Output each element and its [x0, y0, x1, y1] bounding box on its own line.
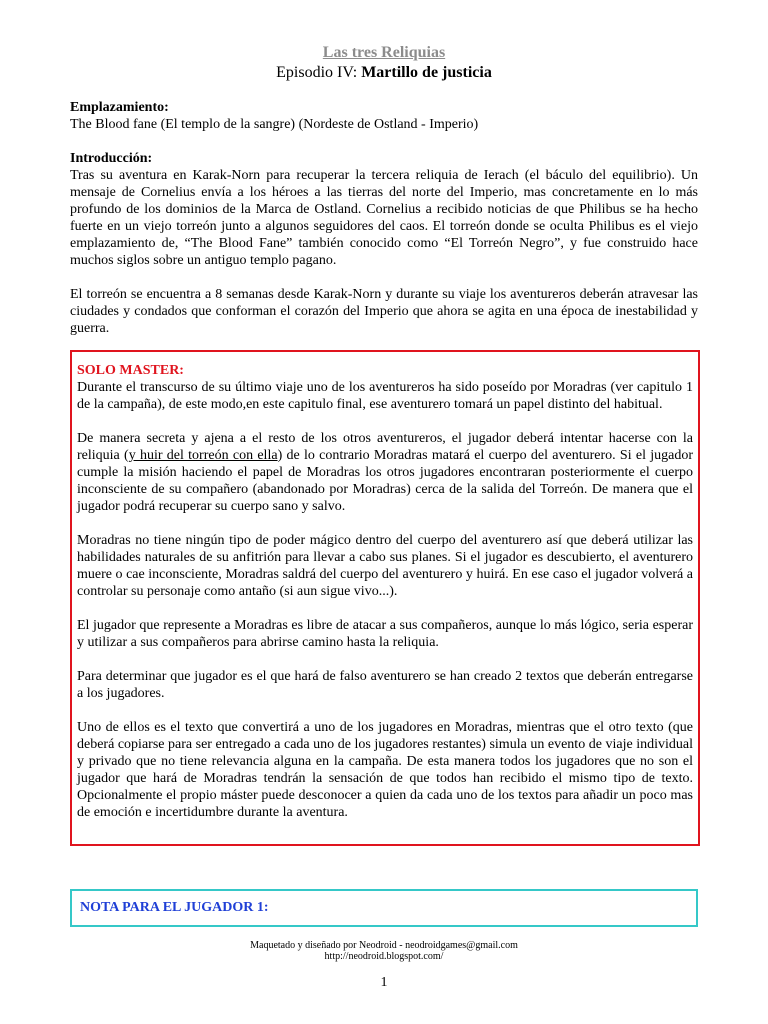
location-section [70, 99, 698, 133]
episode-prefix: Episodio IV: [276, 64, 362, 81]
location-text: The Blood fane (El templo de la sangre) (Nordeste de Ostland - Imperio) [70, 117, 479, 132]
page-number: 1 [380, 975, 388, 990]
master-paragraph: Durante el transcurso de su último viaje uno de los aventureros ha sido poseído por Moradras (ver capitulo 1 de la campaña), de este modo,en este capitulo final, ese aventurero tomará un papel distinto del habitual. [77, 380, 693, 412]
master-p2-underlined: y huir del torreón con ella [128, 448, 278, 463]
master-only-box [70, 350, 700, 846]
location-heading: Emplazamiento: [70, 100, 169, 115]
player-note-title: NOTA PARA EL JUGADOR 1: [80, 900, 269, 915]
master-paragraph: Moradras no tiene ningún tipo de poder mágico dentro del cuerpo del aventurero así que deberá utilizar las habilidades naturales de su anfitrión para llevar a cabo sus planes. Si el jugador es descubierto, el aventurero muere o cae inconsciente, Moradras saldrá del cuerpo del aventurero y huirá. En ese caso el jugador volverá a controlar su personaje como antaño (si aun sigue vivo...). [77, 533, 693, 599]
footer-credits: Maquetado y diseñado por Neodroid - neodroidgames@gmail.com [250, 940, 518, 951]
introduction-heading: Introducción: [70, 151, 153, 166]
player-note-box [70, 889, 698, 927]
introduction-paragraph: El torreón se encuentra a 8 semanas desde Karak-Norn y durante su viaje los aventureros deberán atravesar las ciudades y condados que conforman el corazón del Imperio que ahora se agita en una época de inestabilidad y guerra. [70, 287, 698, 336]
footer-url: http://neodroid.blogspot.com/ [324, 951, 444, 962]
master-paragraph [77, 430, 693, 515]
master-p2-start: De manera secreta y ajena a el resto de los otros aventureros, el jugador deberá intentar hacerse con la reliquia ( [77, 431, 693, 463]
introduction-section [70, 150, 698, 337]
introduction-paragraph: Tras su aventura en Karak-Norn para recuperar la tercera reliquia de Ierach (el báculo del equilibrio). Un mensaje de Cornelius envía a los héroes a las tierras del norte del Imperio, mas concretamente en lo más profundo de los dominios de la Marca de Ostland. Cornelius a recibido noticias de que Philibus se ha hecho fuerte en un viejo torreón junto a algunos seguidores del caos. El torreón donde se oculta Philibus es el viejo emplazamiento de, “The Blood Fane” también conocido como “El Torreón Negro”, y fue construido hace muchos siglos sobre un antiguo templo pagano. [70, 168, 698, 268]
series-title: Las tres Reliquias [322, 44, 446, 61]
master-paragraph: Para determinar que jugador es el que hará de falso aventurero se han creado 2 textos que deberán entregarse a los jugadores. [77, 669, 693, 701]
master-paragraph: Uno de ellos es el texto que convertirá a uno de los jugadores en Moradras, mientras que el otro texto (que deberá copiarse para ser entregado a cada uno de los jugadores restantes) simula un evento de viaje individual y privado que no tiene relevancia alguna en la campaña. De esta manera todos los jugadores que no son el jugador que hará de Moradras tendrán la sensación de que todos han recibido el mismo tipo de texto. Opcionalmente el propio máster puede desconocer a quien da cada uno de los textos para añadir un poco mas de emoción e incertidumbre durante la aventura. [77, 720, 693, 820]
episode-title [70, 64, 698, 82]
footer [70, 940, 698, 962]
master-paragraph: El jugador que represente a Moradras es libre de atacar a sus compañeros, aunque lo más lógico, seria esperar y utilizar a sus compañeros para abrirse camino hasta la reliquia. [77, 618, 693, 650]
master-box-title: SOLO MASTER: [77, 363, 184, 378]
master-p2-end: ) de lo contrario Moradras matará el cuerpo del aventurero. Si el jugador cumple la misión haciendo el papel de Moradras los otros jugadores encontraran posteriormente el cuerpo inconsciente de su compañero (abandonado por Moradras) cerca de la salida del Torreón. De manera que el jugador podrá recuperar su cuerpo sano y salvo. [77, 448, 694, 514]
episode-name: Martillo de justicia [361, 64, 492, 81]
